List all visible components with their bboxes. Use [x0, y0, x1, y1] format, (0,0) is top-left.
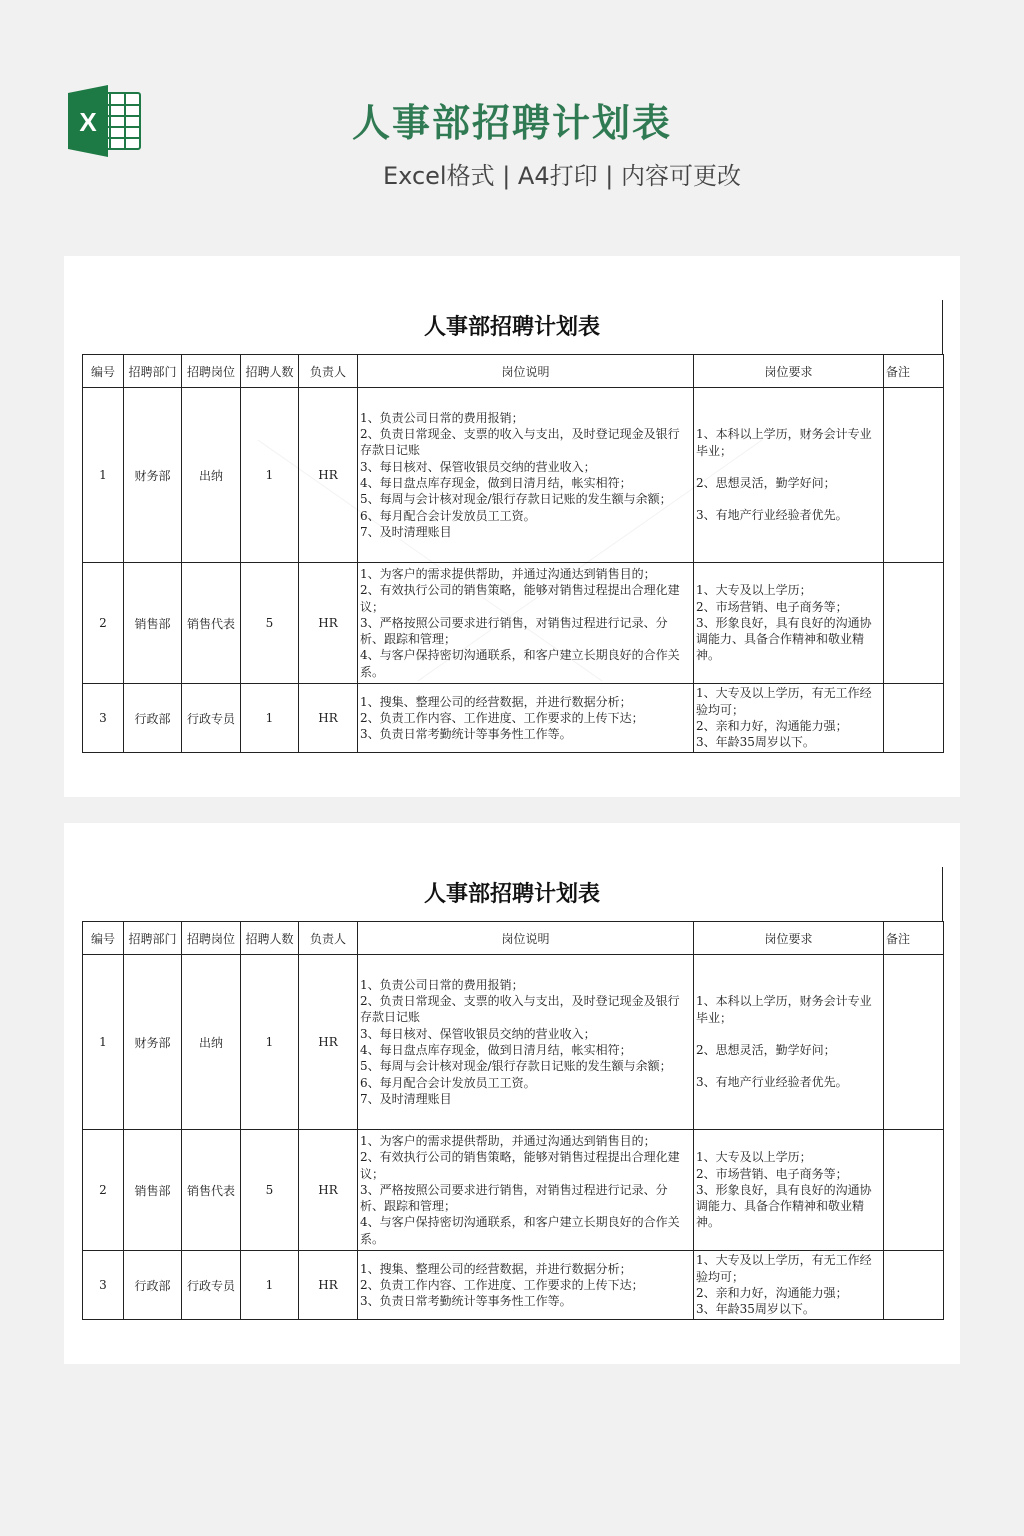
desc-line: 1、搜集、整理公司的经营数据，并进行数据分析； [360, 694, 632, 709]
req-line: 1、本科以上学历，财务会计专业毕业； [696, 994, 872, 1025]
col-header-note: 备注 [884, 922, 944, 955]
table-row [83, 684, 944, 753]
cell-note [884, 955, 944, 1130]
desc-line: 5、每周与会计核对现金/银行存款日记账的发生额与余额； [360, 492, 672, 507]
cell-owner: HR [299, 563, 358, 684]
cell-no: 2 [83, 1130, 124, 1251]
req-line: 3、有地产行业经验者优先。 [696, 508, 848, 523]
desc-line: 3、负责日常考勤统计等事务性工作等。 [360, 727, 572, 742]
cell-desc [358, 1130, 694, 1251]
desc-line: 6、每月配合会计发放员工工资。 [360, 508, 536, 523]
cell-dept: 行政部 [124, 1251, 182, 1320]
col-header-desc: 岗位说明 [358, 355, 694, 388]
cell-owner: HR [299, 388, 358, 563]
col-header-dept: 招聘部门 [124, 355, 182, 388]
cell-post: 销售代表 [182, 563, 241, 684]
desc-line: 5、每周与会计核对现金/银行存款日记账的发生额与余额； [360, 1059, 672, 1074]
cell-count: 1 [241, 684, 299, 753]
col-header-count: 招聘人数 [241, 355, 299, 388]
desc-line: 2、负责日常现金、支票的收入与支出，及时登记现金及银行存款日记账 [360, 994, 680, 1025]
sheet-preview-2 [64, 823, 960, 1364]
cell-desc [358, 563, 694, 684]
cell-note [884, 684, 944, 753]
desc-line: 1、负责公司日常的费用报销； [360, 410, 524, 425]
recruitment-table [82, 354, 944, 753]
cell-owner: HR [299, 1130, 358, 1251]
req-line: 3、年龄35周岁以下。 [696, 1302, 815, 1317]
req-line: 1、大专及以上学历，有无工作经验均可； [696, 1253, 872, 1284]
cell-border-line [942, 300, 943, 354]
cell-post: 行政专员 [182, 1251, 241, 1320]
desc-line: 2、有效执行公司的销售策略，能够对销售过程提出合理化建议； [360, 583, 680, 614]
page-subtitle: Excel格式 | A4打印 | 内容可更改 [383, 162, 741, 190]
cell-count: 5 [241, 563, 299, 684]
req-line: 2、亲和力好，沟通能力强； [696, 719, 848, 733]
cell-desc [358, 684, 694, 753]
cell-count: 1 [241, 1251, 299, 1320]
cell-post: 销售代表 [182, 1130, 241, 1251]
desc-line: 1、负责公司日常的费用报销； [360, 977, 524, 992]
cell-no: 1 [83, 955, 124, 1130]
desc-line: 3、每日核对、保管收银员交纳的营业收入； [360, 1026, 596, 1041]
cell-req [694, 1251, 884, 1320]
desc-line: 1、为客户的需求提供帮助，并通过沟通达到销售目的； [360, 1133, 656, 1148]
svg-text:X: X [79, 107, 97, 137]
cell-post: 行政专员 [182, 684, 241, 753]
col-header-no: 编号 [83, 355, 124, 388]
cell-post: 出纳 [182, 955, 241, 1130]
col-header-req: 岗位要求 [694, 922, 884, 955]
desc-line: 3、每日核对、保管收银员交纳的营业收入； [360, 459, 596, 474]
req-line: 3、年龄35周岁以下。 [696, 735, 815, 750]
cell-dept: 财务部 [124, 388, 182, 563]
table-row [83, 1130, 944, 1251]
req-line: 2、亲和力好，沟通能力强； [696, 1286, 848, 1300]
table-header-row [83, 355, 944, 388]
desc-line: 4、与客户保持密切沟通联系，和客户建立长期良好的合作关系。 [360, 1215, 680, 1246]
table-row [83, 955, 944, 1130]
desc-line: 7、及时清理账目 [360, 524, 452, 539]
cell-req [694, 1130, 884, 1251]
table-header-row [83, 922, 944, 955]
req-line: 1、大专及以上学历，有无工作经验均可； [696, 686, 872, 717]
col-header-dept: 招聘部门 [124, 922, 182, 955]
desc-line: 4、每日盘点库存现金，做到日清月结，帐实相符； [360, 476, 632, 490]
col-header-desc: 岗位说明 [358, 922, 694, 955]
cell-note [884, 388, 944, 563]
cell-note [884, 1130, 944, 1251]
desc-line: 2、负责工作内容、工作进度、工作要求的上传下达； [360, 710, 644, 725]
col-header-req: 岗位要求 [694, 355, 884, 388]
req-line: 1、大专及以上学历； [696, 583, 812, 598]
desc-line: 2、负责工作内容、工作进度、工作要求的上传下达； [360, 1277, 644, 1292]
cell-req [694, 955, 884, 1130]
cell-owner: HR [299, 955, 358, 1130]
req-line: 2、思想灵活，勤学好问； [696, 476, 836, 490]
desc-line: 2、有效执行公司的销售策略，能够对销售过程提出合理化建议； [360, 1150, 680, 1181]
desc-line: 4、每日盘点库存现金，做到日清月结，帐实相符； [360, 1043, 632, 1057]
cell-post: 出纳 [182, 388, 241, 563]
table-row [83, 563, 944, 684]
req-line: 1、大专及以上学历； [696, 1150, 812, 1165]
cell-req [694, 684, 884, 753]
req-line: 3、形象良好，具有良好的沟通协调能力、具备合作精神和敬业精神。 [696, 1182, 872, 1230]
cell-req [694, 388, 884, 563]
cell-no: 2 [83, 563, 124, 684]
cell-owner: HR [299, 1251, 358, 1320]
desc-line: 3、严格按照公司要求进行销售，对销售过程进行记录、分析、跟踪和管理； [360, 1182, 668, 1214]
req-line: 1、本科以上学历，财务会计专业毕业； [696, 427, 872, 458]
cell-no: 3 [83, 684, 124, 753]
cell-dept: 财务部 [124, 955, 182, 1130]
desc-line: 1、搜集、整理公司的经营数据，并进行数据分析； [360, 1261, 632, 1276]
page-title: 人事部招聘计划表 [351, 101, 672, 145]
desc-line: 3、负责日常考勤统计等事务性工作等。 [360, 1294, 572, 1309]
col-header-owner: 负责人 [299, 355, 358, 388]
recruitment-table [82, 921, 944, 1320]
cell-dept: 销售部 [124, 1130, 182, 1251]
desc-line: 6、每月配合会计发放员工工资。 [360, 1075, 536, 1090]
req-line: 2、市场营销、电子商务等； [696, 1166, 848, 1181]
table-row [83, 388, 944, 563]
cell-note [884, 1251, 944, 1320]
cell-no: 1 [83, 388, 124, 563]
cell-note [884, 563, 944, 684]
cell-count: 1 [241, 388, 299, 563]
col-header-post: 招聘岗位 [182, 922, 241, 955]
col-header-owner: 负责人 [299, 922, 358, 955]
req-line: 2、思想灵活，勤学好问； [696, 1043, 836, 1057]
req-line: 3、形象良好，具有良好的沟通协调能力、具备合作精神和敬业精神。 [696, 615, 872, 663]
cell-owner: HR [299, 684, 358, 753]
col-header-no: 编号 [83, 922, 124, 955]
cell-dept: 行政部 [124, 684, 182, 753]
cell-count: 1 [241, 955, 299, 1130]
col-header-count: 招聘人数 [241, 922, 299, 955]
col-header-post: 招聘岗位 [182, 355, 241, 388]
cell-border-line [942, 867, 943, 921]
sheet-preview-1 [64, 256, 960, 797]
page-header [0, 0, 1024, 230]
desc-line: 7、及时清理账目 [360, 1091, 452, 1106]
table-row [83, 1251, 944, 1320]
req-line: 3、有地产行业经验者优先。 [696, 1075, 848, 1090]
desc-line: 1、为客户的需求提供帮助，并通过沟通达到销售目的； [360, 566, 656, 581]
cell-desc [358, 955, 694, 1130]
desc-line: 2、负责日常现金、支票的收入与支出，及时登记现金及银行存款日记账 [360, 427, 680, 458]
sheet-title: 人事部招聘计划表 [423, 314, 600, 340]
desc-line: 4、与客户保持密切沟通联系，和客户建立长期良好的合作关系。 [360, 648, 680, 679]
cell-desc [358, 388, 694, 563]
col-header-note: 备注 [884, 355, 944, 388]
cell-desc [358, 1251, 694, 1320]
desc-line: 3、严格按照公司要求进行销售，对销售过程进行记录、分析、跟踪和管理； [360, 615, 668, 647]
cell-req [694, 563, 884, 684]
req-line: 2、市场营销、电子商务等； [696, 599, 848, 614]
cell-dept: 销售部 [124, 563, 182, 684]
cell-count: 5 [241, 1130, 299, 1251]
sheet-title: 人事部招聘计划表 [423, 881, 600, 907]
cell-no: 3 [83, 1251, 124, 1320]
